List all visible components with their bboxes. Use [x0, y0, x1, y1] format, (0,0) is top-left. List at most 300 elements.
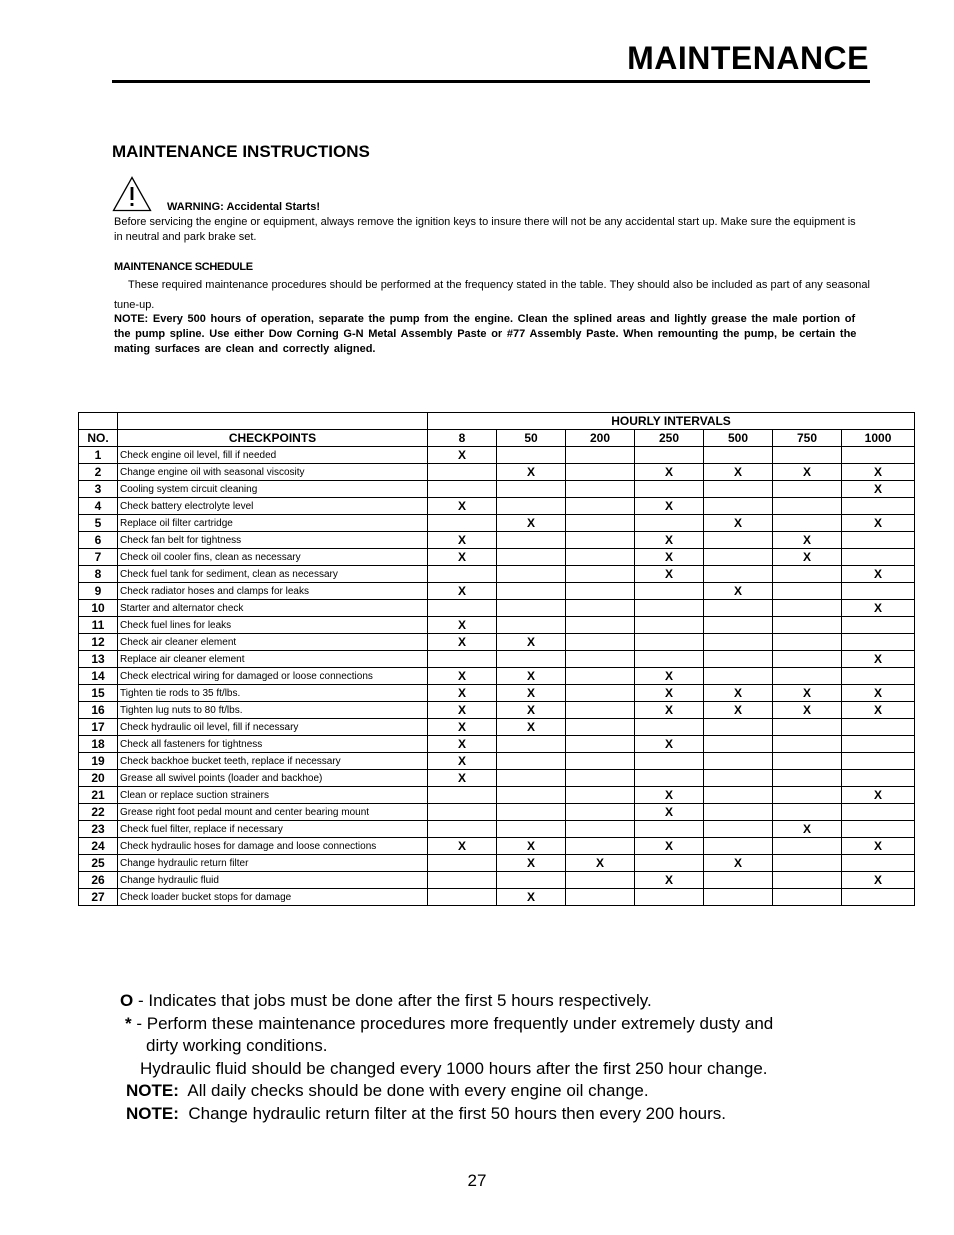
interval-mark-cell — [773, 770, 842, 787]
interval-mark-cell: X — [842, 566, 915, 583]
interval-mark-cell — [773, 566, 842, 583]
interval-mark-cell: X — [704, 855, 773, 872]
interval-mark-cell: X — [635, 702, 704, 719]
checkpoint-cell: Check fan belt for tightness — [118, 532, 428, 549]
table-row — [79, 515, 915, 532]
interval-mark-cell — [773, 600, 842, 617]
interval-mark-cell — [704, 821, 773, 838]
interval-mark-cell: X — [497, 855, 566, 872]
interval-mark-cell: X — [773, 464, 842, 481]
interval-mark-cell — [428, 787, 497, 804]
checkpoint-cell: Check fuel filter, replace if necessary — [118, 821, 428, 838]
checkpoint-cell: Check all fasteners for tightness — [118, 736, 428, 753]
table-row — [79, 668, 915, 685]
interval-mark-cell — [773, 736, 842, 753]
col-header-interval: 50 — [497, 430, 566, 447]
checkpoint-cell: Clean or replace suction strainers — [118, 787, 428, 804]
interval-mark-cell — [566, 787, 635, 804]
interval-mark-cell — [428, 872, 497, 889]
interval-mark-cell — [497, 651, 566, 668]
interval-mark-cell — [497, 804, 566, 821]
interval-mark-cell — [428, 855, 497, 872]
table-row — [79, 872, 915, 889]
interval-mark-cell: X — [428, 498, 497, 515]
table-row — [79, 532, 915, 549]
interval-mark-cell: X — [773, 821, 842, 838]
table-row — [79, 447, 915, 464]
interval-mark-cell — [704, 447, 773, 464]
interval-mark-cell — [635, 770, 704, 787]
interval-mark-cell — [566, 464, 635, 481]
interval-mark-cell: X — [842, 515, 915, 532]
checkpoint-cell: Starter and alternator check — [118, 600, 428, 617]
interval-mark-cell: X — [635, 464, 704, 481]
interval-mark-cell: X — [842, 702, 915, 719]
schedule-body — [79, 447, 915, 906]
interval-mark-cell — [773, 447, 842, 464]
interval-mark-cell — [704, 668, 773, 685]
interval-mark-cell: X — [842, 787, 915, 804]
warning-triangle-icon — [112, 176, 152, 212]
interval-mark-cell — [773, 872, 842, 889]
interval-mark-cell — [704, 889, 773, 906]
interval-mark-cell: X — [428, 685, 497, 702]
interval-mark-cell: X — [635, 804, 704, 821]
interval-mark-cell — [704, 804, 773, 821]
interval-mark-cell — [773, 753, 842, 770]
row-number: 15 — [79, 685, 118, 702]
interval-mark-cell: X — [428, 753, 497, 770]
col-header-interval: 1000 — [842, 430, 915, 447]
interval-mark-cell: X — [704, 583, 773, 600]
interval-mark-cell: X — [635, 549, 704, 566]
interval-mark-cell — [704, 600, 773, 617]
checkpoint-cell: Check engine oil level, fill if needed — [118, 447, 428, 464]
interval-mark-cell: X — [497, 838, 566, 855]
interval-mark-cell — [566, 821, 635, 838]
row-number: 21 — [79, 787, 118, 804]
interval-mark-cell — [704, 719, 773, 736]
interval-mark-cell — [566, 583, 635, 600]
interval-mark-cell — [773, 838, 842, 855]
interval-mark-cell — [842, 736, 915, 753]
row-number: 6 — [79, 532, 118, 549]
interval-mark-cell: X — [704, 685, 773, 702]
checkpoint-cell: Check radiator hoses and clamps for leaks — [118, 583, 428, 600]
interval-mark-cell: X — [635, 532, 704, 549]
interval-mark-cell — [704, 838, 773, 855]
row-number: 3 — [79, 481, 118, 498]
interval-mark-cell — [635, 889, 704, 906]
interval-mark-cell — [773, 719, 842, 736]
interval-mark-cell — [704, 549, 773, 566]
interval-mark-cell — [773, 583, 842, 600]
interval-mark-cell — [428, 651, 497, 668]
table-row — [79, 855, 915, 872]
interval-mark-cell — [704, 872, 773, 889]
col-header-no: NO. — [79, 430, 118, 447]
interval-mark-cell: X — [428, 838, 497, 855]
table-row — [79, 464, 915, 481]
legend — [120, 990, 773, 1125]
checkpoint-cell: Check electrical wiring for damaged or loose connections — [118, 668, 428, 685]
interval-mark-cell: X — [428, 447, 497, 464]
interval-mark-cell: X — [635, 787, 704, 804]
interval-mark-cell — [773, 617, 842, 634]
interval-mark-cell — [566, 889, 635, 906]
interval-mark-cell — [635, 651, 704, 668]
row-number: 9 — [79, 583, 118, 600]
row-number: 25 — [79, 855, 118, 872]
interval-mark-cell — [773, 889, 842, 906]
row-number: 1 — [79, 447, 118, 464]
interval-mark-cell — [842, 821, 915, 838]
interval-mark-cell — [842, 668, 915, 685]
interval-mark-cell — [635, 600, 704, 617]
legend-hydraulic-text: Hydraulic fluid should be changed every 1000 hours after the first 250 hour change. — [140, 1058, 768, 1078]
checkpoint-cell: Check fuel lines for leaks — [118, 617, 428, 634]
checkpoint-cell: Check hydraulic oil level, fill if necessary — [118, 719, 428, 736]
legend-star-symbol: * — [125, 1013, 132, 1033]
interval-mark-cell: X — [497, 719, 566, 736]
interval-mark-cell — [773, 651, 842, 668]
interval-mark-cell — [842, 549, 915, 566]
interval-mark-cell: X — [635, 838, 704, 855]
checkpoint-cell: Grease all swivel points (loader and backhoe) — [118, 770, 428, 787]
interval-mark-cell — [704, 736, 773, 753]
interval-mark-cell — [773, 481, 842, 498]
interval-mark-cell — [635, 617, 704, 634]
interval-mark-cell: X — [773, 685, 842, 702]
table-row — [79, 634, 915, 651]
interval-mark-cell — [497, 770, 566, 787]
interval-mark-cell: X — [428, 770, 497, 787]
interval-mark-cell — [704, 617, 773, 634]
row-number: 22 — [79, 804, 118, 821]
interval-mark-cell — [428, 804, 497, 821]
interval-mark-cell — [566, 498, 635, 515]
interval-mark-cell — [842, 447, 915, 464]
interval-mark-cell — [704, 566, 773, 583]
interval-mark-cell: X — [704, 464, 773, 481]
interval-mark-cell — [842, 617, 915, 634]
table-row — [79, 617, 915, 634]
row-number: 27 — [79, 889, 118, 906]
table-row — [79, 821, 915, 838]
interval-mark-cell — [635, 634, 704, 651]
interval-mark-cell: X — [842, 838, 915, 855]
hourly-intervals-header: HOURLY INTERVALS — [428, 413, 915, 430]
col-header-interval: 500 — [704, 430, 773, 447]
interval-mark-cell — [773, 498, 842, 515]
interval-mark-cell — [773, 634, 842, 651]
interval-mark-cell — [428, 481, 497, 498]
interval-mark-cell — [842, 889, 915, 906]
interval-mark-cell: X — [497, 702, 566, 719]
row-number: 8 — [79, 566, 118, 583]
note-2-text: Change hydraulic return filter at the first 50 hours then every 200 hours. — [178, 1103, 727, 1123]
table-row — [79, 583, 915, 600]
note-label: NOTE: — [126, 1081, 179, 1100]
row-number: 7 — [79, 549, 118, 566]
checkpoint-cell: Tighten lug nuts to 80 ft/lbs. — [118, 702, 428, 719]
legend-o-symbol: O — [120, 991, 134, 1010]
interval-mark-cell: X — [842, 600, 915, 617]
interval-mark-cell: X — [842, 685, 915, 702]
interval-mark-cell: X — [635, 498, 704, 515]
row-number: 11 — [79, 617, 118, 634]
legend-star-line — [120, 1013, 773, 1036]
checkpoint-cell: Cooling system circuit cleaning — [118, 481, 428, 498]
table-row — [79, 719, 915, 736]
interval-mark-cell: X — [428, 549, 497, 566]
interval-mark-cell: X — [566, 855, 635, 872]
interval-mark-cell — [566, 804, 635, 821]
interval-mark-cell: X — [497, 634, 566, 651]
interval-mark-cell — [842, 498, 915, 515]
warning-text: Before servicing the engine or equipment, always remove the ignition keys to insure there will not be any accidental start up. Make sure the equipment is in neutral and park brake set. — [114, 216, 856, 243]
interval-mark-cell — [635, 447, 704, 464]
header-spacer — [79, 413, 118, 430]
warning-title: WARNING: Accidental Starts! — [167, 201, 321, 213]
interval-mark-cell — [497, 481, 566, 498]
interval-mark-cell — [497, 736, 566, 753]
interval-mark-cell — [497, 872, 566, 889]
row-number: 17 — [79, 719, 118, 736]
row-number: 14 — [79, 668, 118, 685]
maintenance-schedule-table — [78, 412, 915, 906]
interval-mark-cell — [497, 617, 566, 634]
interval-mark-cell: X — [635, 872, 704, 889]
header-spacer — [118, 413, 428, 430]
row-number: 13 — [79, 651, 118, 668]
table-row — [79, 600, 915, 617]
checkpoint-cell: Change engine oil with seasonal viscosity — [118, 464, 428, 481]
interval-mark-cell: X — [635, 668, 704, 685]
table-row — [79, 685, 915, 702]
page-title: MAINTENANCE — [627, 40, 869, 76]
interval-mark-cell: X — [704, 702, 773, 719]
interval-mark-cell: X — [842, 872, 915, 889]
interval-mark-cell — [635, 719, 704, 736]
interval-mark-cell: X — [428, 668, 497, 685]
row-number: 2 — [79, 464, 118, 481]
interval-mark-cell — [773, 668, 842, 685]
checkpoint-cell: Check air cleaner element — [118, 634, 428, 651]
note-1-text: All daily checks should be done with every engine oil change. — [178, 1081, 649, 1100]
interval-mark-cell — [566, 481, 635, 498]
legend-o-text: - Indicates that jobs must be done after the first 5 hours respectively. — [133, 991, 652, 1010]
row-number: 18 — [79, 736, 118, 753]
row-number: 20 — [79, 770, 118, 787]
table-row — [79, 481, 915, 498]
interval-mark-cell — [497, 753, 566, 770]
interval-mark-cell: X — [428, 719, 497, 736]
interval-mark-cell: X — [428, 634, 497, 651]
checkpoint-cell: Check hydraulic hoses for damage and loose connections — [118, 838, 428, 855]
interval-mark-cell — [704, 498, 773, 515]
interval-mark-cell — [566, 668, 635, 685]
table-row — [79, 651, 915, 668]
interval-mark-cell: X — [842, 481, 915, 498]
row-number: 24 — [79, 838, 118, 855]
interval-mark-cell: X — [497, 668, 566, 685]
interval-mark-cell — [773, 855, 842, 872]
checkpoint-cell: Replace oil filter cartridge — [118, 515, 428, 532]
col-header-interval: 750 — [773, 430, 842, 447]
table-row — [79, 804, 915, 821]
interval-mark-cell — [842, 719, 915, 736]
interval-mark-cell — [497, 549, 566, 566]
interval-mark-cell — [566, 634, 635, 651]
interval-mark-cell — [704, 481, 773, 498]
table-row — [79, 753, 915, 770]
checkpoint-cell: Tighten tie rods to 35 ft/lbs. — [118, 685, 428, 702]
title-rule — [112, 80, 870, 83]
interval-mark-cell — [428, 600, 497, 617]
table-row — [79, 770, 915, 787]
interval-mark-cell — [842, 583, 915, 600]
interval-mark-cell — [428, 889, 497, 906]
interval-mark-cell — [497, 583, 566, 600]
interval-mark-cell: X — [428, 532, 497, 549]
interval-mark-cell — [497, 600, 566, 617]
interval-mark-cell: X — [635, 566, 704, 583]
interval-mark-cell — [566, 753, 635, 770]
interval-mark-cell — [635, 583, 704, 600]
interval-mark-cell — [428, 821, 497, 838]
checkpoint-cell: Check backhoe bucket teeth, replace if necessary — [118, 753, 428, 770]
table-row — [79, 549, 915, 566]
interval-mark-cell — [566, 685, 635, 702]
interval-mark-cell — [635, 481, 704, 498]
interval-mark-cell: X — [497, 515, 566, 532]
interval-mark-cell: X — [428, 736, 497, 753]
table-row — [79, 787, 915, 804]
interval-mark-cell — [566, 651, 635, 668]
interval-mark-cell — [842, 753, 915, 770]
interval-mark-cell — [566, 872, 635, 889]
interval-mark-cell — [842, 804, 915, 821]
checkpoint-cell: Check loader bucket stops for damage — [118, 889, 428, 906]
interval-mark-cell — [566, 702, 635, 719]
interval-mark-cell — [566, 600, 635, 617]
interval-mark-cell: X — [842, 651, 915, 668]
interval-mark-cell: X — [497, 685, 566, 702]
interval-mark-cell — [497, 566, 566, 583]
col-header-checkpoints: CHECKPOINTS — [118, 430, 428, 447]
note-label: NOTE: — [126, 1103, 179, 1123]
interval-mark-cell: X — [497, 464, 566, 481]
checkpoint-cell: Change hydraulic return filter — [118, 855, 428, 872]
interval-mark-cell — [635, 753, 704, 770]
interval-mark-cell — [566, 617, 635, 634]
row-number: 23 — [79, 821, 118, 838]
col-header-interval: 200 — [566, 430, 635, 447]
schedule-heading: MAINTENANCE SCHEDULE — [114, 261, 253, 273]
interval-mark-cell — [842, 770, 915, 787]
interval-mark-cell — [635, 855, 704, 872]
interval-mark-cell — [704, 753, 773, 770]
row-number: 26 — [79, 872, 118, 889]
row-number: 10 — [79, 600, 118, 617]
table-row — [79, 736, 915, 753]
interval-mark-cell — [497, 498, 566, 515]
interval-mark-cell — [704, 787, 773, 804]
interval-mark-cell: X — [497, 889, 566, 906]
interval-mark-cell — [704, 770, 773, 787]
interval-mark-cell — [842, 855, 915, 872]
interval-mark-cell — [428, 464, 497, 481]
interval-mark-cell — [704, 532, 773, 549]
interval-mark-cell — [566, 838, 635, 855]
interval-mark-cell: X — [773, 702, 842, 719]
interval-mark-cell — [566, 566, 635, 583]
table-row — [79, 498, 915, 515]
pump-note: NOTE: Every 500 hours of operation, separate the pump from the engine. Clean the splined areas and lightly grease the male portion of the pump spline. Use either Dow Corning G-N Metal Assembly Paste or #77 Assembly Paste. When remounting the pump, be certain the mating surfaces are clean and correctly aligned. — [114, 313, 857, 355]
interval-mark-cell — [566, 719, 635, 736]
section-heading: MAINTENANCE INSTRUCTIONS — [112, 142, 370, 161]
legend-star-text: - Perform these maintenance procedures more frequently under extremely dusty and — [131, 1013, 774, 1033]
interval-mark-cell: X — [704, 515, 773, 532]
checkpoint-cell: Change hydraulic fluid — [118, 872, 428, 889]
checkpoint-cell: Replace air cleaner element — [118, 651, 428, 668]
interval-mark-cell — [428, 566, 497, 583]
row-number: 12 — [79, 634, 118, 651]
checkpoint-cell: Check fuel tank for sediment, clean as necessary — [118, 566, 428, 583]
interval-mark-cell — [842, 634, 915, 651]
checkpoint-cell: Check battery electrolyte level — [118, 498, 428, 515]
checkpoint-cell: Grease right foot pedal mount and center bearing mount — [118, 804, 428, 821]
interval-mark-cell — [566, 736, 635, 753]
interval-mark-cell — [773, 515, 842, 532]
interval-mark-cell: X — [773, 549, 842, 566]
page-number: 27 — [467, 1171, 487, 1190]
interval-mark-cell — [566, 447, 635, 464]
interval-mark-cell: X — [635, 736, 704, 753]
interval-mark-cell — [497, 821, 566, 838]
legend-note-2 — [120, 1103, 773, 1126]
interval-mark-cell — [842, 532, 915, 549]
interval-mark-cell — [704, 634, 773, 651]
interval-mark-cell — [497, 787, 566, 804]
interval-mark-cell — [566, 532, 635, 549]
table-row — [79, 702, 915, 719]
interval-mark-cell: X — [773, 532, 842, 549]
row-number: 19 — [79, 753, 118, 770]
checkpoint-cell: Check oil cooler fins, clean as necessary — [118, 549, 428, 566]
table-row — [79, 566, 915, 583]
table-row — [79, 838, 915, 855]
interval-mark-cell — [497, 532, 566, 549]
table-row — [79, 889, 915, 906]
row-number: 5 — [79, 515, 118, 532]
col-header-interval: 250 — [635, 430, 704, 447]
legend-star-text-continued: dirty working conditions. — [146, 1036, 328, 1055]
interval-mark-cell — [566, 549, 635, 566]
row-number: 16 — [79, 702, 118, 719]
interval-mark-cell — [773, 804, 842, 821]
interval-mark-cell — [773, 787, 842, 804]
interval-mark-cell: X — [842, 464, 915, 481]
interval-mark-cell — [704, 651, 773, 668]
legend-o-line — [120, 990, 773, 1013]
interval-mark-cell — [566, 770, 635, 787]
interval-mark-cell — [428, 515, 497, 532]
interval-mark-cell — [635, 515, 704, 532]
interval-mark-cell — [635, 821, 704, 838]
interval-mark-cell: X — [428, 583, 497, 600]
